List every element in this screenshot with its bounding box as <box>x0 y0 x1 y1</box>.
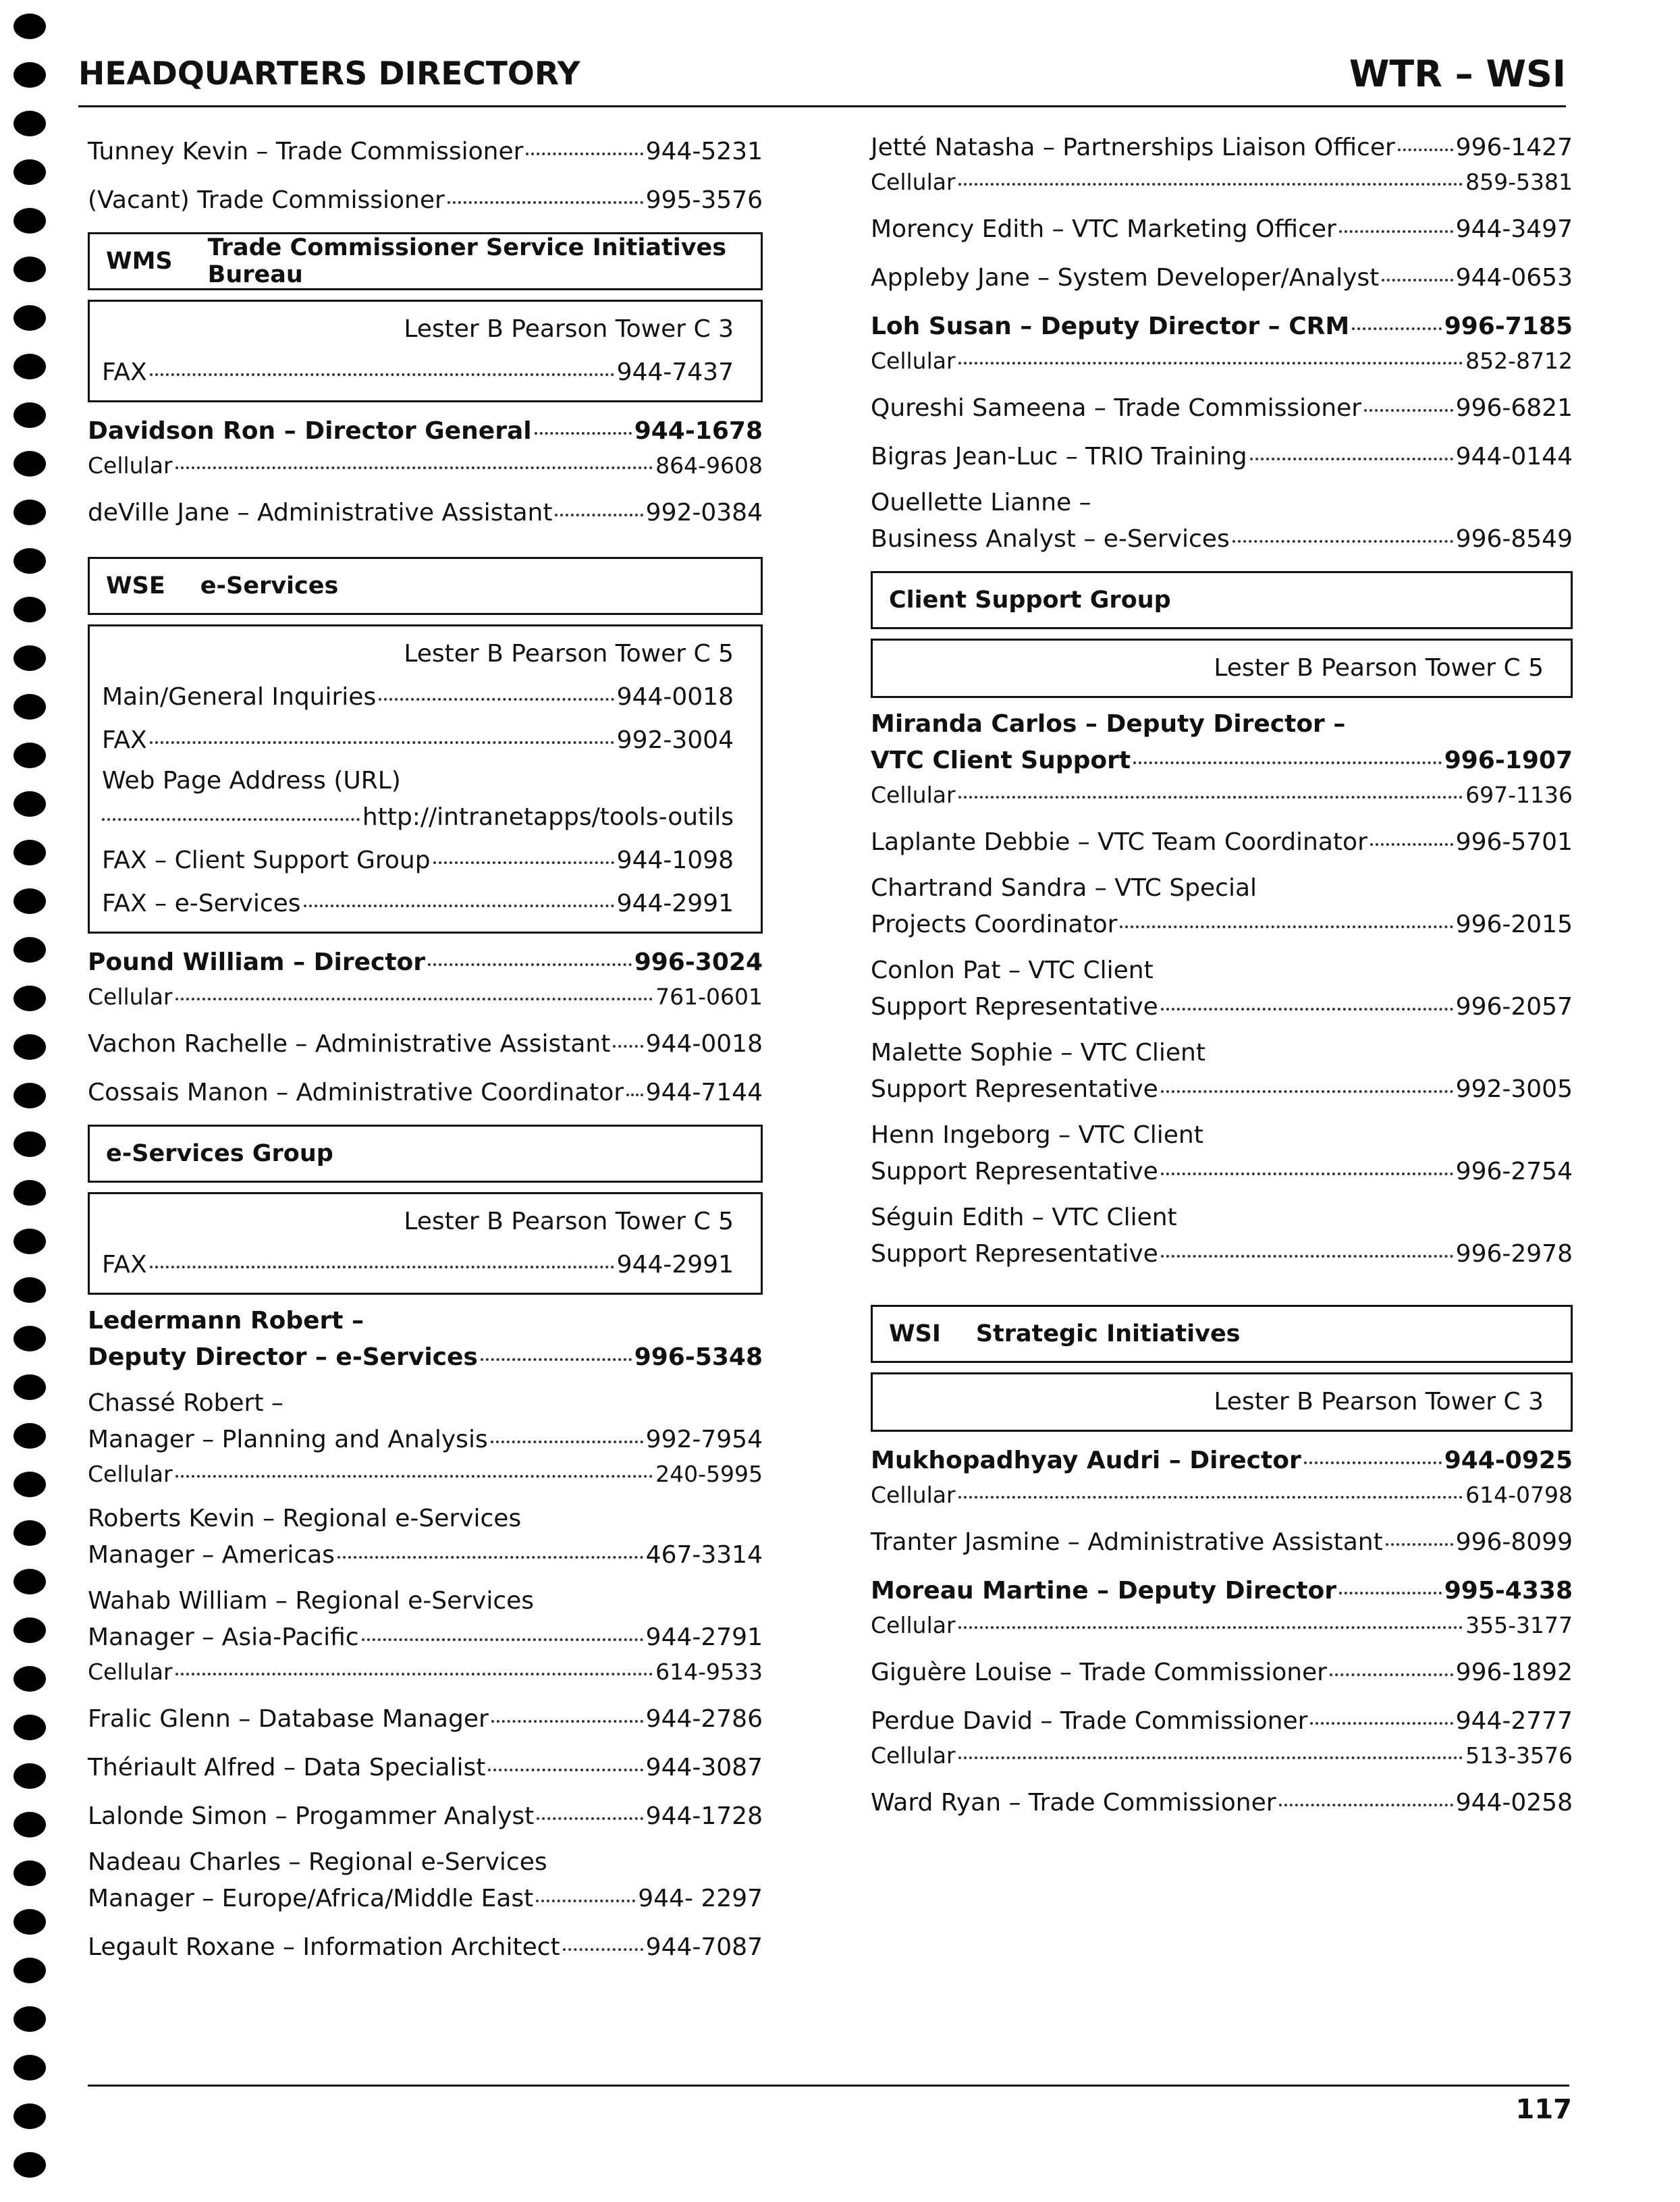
binding-hole <box>13 62 46 88</box>
entry-name: Laplante Debbie – VTC Team Coordinator <box>871 828 1367 856</box>
section-title: Strategic Initiatives <box>975 1320 1241 1347</box>
directory-entry <box>88 1797 763 1833</box>
entry-phone: 944-7087 <box>645 1933 763 1961</box>
location-box-wsi <box>871 1372 1573 1432</box>
directory-entry <box>88 1584 763 1688</box>
section-code: WMS <box>106 248 173 275</box>
entry-name: Ward Ryan – Trade Commissioner <box>871 1789 1276 1817</box>
fax-label: FAX <box>102 726 147 754</box>
entry-title: Support Representative <box>871 1240 1158 1268</box>
entry-phone: 995-4338 <box>1444 1577 1573 1605</box>
location-box-esg <box>88 1192 763 1295</box>
directory-entry <box>88 1846 763 1916</box>
cellular-number: 697-1136 <box>1465 782 1573 808</box>
entry-phone: 992-7954 <box>645 1426 763 1453</box>
binding-hole <box>13 257 46 282</box>
cellular-label: Cellular <box>88 1659 173 1685</box>
entry-phone: 996-3024 <box>634 948 763 976</box>
binding-hole <box>13 1180 46 1206</box>
binding-holes <box>13 14 54 2194</box>
url-link[interactable]: http://intranetapps/tools-outils <box>362 803 734 831</box>
section-heading-wms <box>88 232 763 290</box>
entry-name: Ouellette Lianne – <box>871 489 1091 516</box>
entry-phone: 996-1892 <box>1455 1659 1573 1686</box>
section-title: e-Services Group <box>106 1140 333 1167</box>
directory-entry <box>88 132 763 169</box>
binding-hole <box>13 1131 46 1157</box>
entry-phone: 944-0144 <box>1455 443 1573 471</box>
binding-hole <box>13 305 46 331</box>
directory-entry <box>88 1928 763 1964</box>
binding-hole <box>13 1083 46 1108</box>
fax-label: FAX <box>102 358 147 386</box>
page-header <box>78 51 1566 107</box>
section-title: Trade Commissioner Service Initiatives Bureau <box>207 234 727 288</box>
entry-name: Chassé Robert – <box>88 1389 283 1417</box>
entry-phone: 996-2057 <box>1455 993 1573 1021</box>
binding-hole <box>13 548 46 574</box>
directory-entry <box>88 1387 763 1490</box>
section-code: WSE <box>106 572 165 599</box>
directory-entry <box>871 1201 1573 1271</box>
entry-phone: 944-0258 <box>1455 1789 1573 1817</box>
entry-phone: 944-0018 <box>645 1030 763 1058</box>
entry-name: Henn Ingeborg – VTC Client <box>871 1121 1203 1149</box>
entry-name: Wahab William – Regional e-Services <box>88 1587 535 1615</box>
binding-hole <box>13 1715 46 1740</box>
directory-entry <box>871 437 1573 474</box>
entry-name: Jetté Natasha – Partnerships Liaison Officer <box>871 134 1395 161</box>
entry-title: Manager – Planning and Analysis <box>88 1426 488 1453</box>
entry-phone: 996-5701 <box>1455 828 1573 856</box>
binding-hole <box>13 1763 46 1789</box>
entry-name: Pound William – Director <box>88 948 426 976</box>
binding-hole <box>13 451 46 477</box>
entry-phone: 944-0925 <box>1444 1447 1573 1474</box>
binding-hole <box>13 2103 46 2129</box>
cellular-number: 859-5381 <box>1465 169 1573 195</box>
binding-hole <box>13 159 46 185</box>
left-column <box>88 132 763 1977</box>
entry-phone: 992-3005 <box>1455 1075 1573 1103</box>
binding-hole <box>13 14 46 39</box>
section-code: WSI <box>889 1320 941 1347</box>
entry-phone: 944-2786 <box>645 1705 763 1733</box>
directory-entry <box>88 1502 763 1572</box>
binding-hole <box>13 1034 46 1060</box>
fax-csg-number: 944-1098 <box>616 847 734 874</box>
cellular-label: Cellular <box>88 1461 173 1487</box>
binding-hole <box>13 1423 46 1449</box>
entry-name: Thériault Alfred – Data Specialist <box>88 1754 486 1781</box>
location-box-csg <box>871 639 1573 698</box>
directory-entry <box>871 259 1573 295</box>
directory-entry <box>88 1304 763 1374</box>
cellular-label: Cellular <box>871 1742 956 1769</box>
binding-hole <box>13 2152 46 2178</box>
entry-title: Business Analyst – e-Services <box>871 525 1230 553</box>
cellular-number: 761-0601 <box>655 984 763 1010</box>
section-title: Client Support Group <box>889 587 1171 614</box>
cellular-label: Cellular <box>871 169 956 195</box>
binding-hole <box>13 694 46 720</box>
cellular-label: Cellular <box>871 1482 956 1508</box>
directory-entry <box>88 1748 763 1785</box>
directory-entry <box>88 1025 763 1061</box>
cellular-label: Cellular <box>871 782 956 808</box>
binding-hole <box>13 1472 46 1497</box>
entry-name: Perdue David – Trade Commissioner <box>871 1707 1308 1735</box>
directory-entry <box>871 307 1573 377</box>
entry-name: Davidson Ron – Director General <box>88 417 532 445</box>
location: Lester B Pearson Tower C 5 <box>1214 654 1544 682</box>
cellular-number: 240-5995 <box>655 1461 763 1487</box>
location-box-wms <box>88 300 763 402</box>
directory-entry <box>88 412 763 481</box>
cellular-number: 513-3576 <box>1465 1742 1573 1769</box>
entry-phone: 996-6821 <box>1455 394 1573 422</box>
cellular-label: Cellular <box>871 1612 956 1638</box>
entry-name: Malette Sophie – VTC Client <box>871 1039 1205 1067</box>
entry-phone: 944-1678 <box>634 417 763 445</box>
section-heading-wsi <box>871 1305 1573 1363</box>
entry-phone: 944-3087 <box>645 1754 763 1781</box>
entry-phone: 944- 2297 <box>638 1885 763 1912</box>
binding-hole <box>13 1229 46 1254</box>
binding-hole <box>13 1812 46 1837</box>
directory-entry <box>871 871 1573 942</box>
directory-entry <box>871 954 1573 1024</box>
entry-title: Support Representative <box>871 1158 1158 1185</box>
section-title: e-Services <box>200 572 339 599</box>
directory-entry <box>88 493 763 530</box>
entry-phone: 944-1728 <box>645 1802 763 1830</box>
binding-hole <box>13 1909 46 1935</box>
entry-name: Ledermann Robert – <box>88 1307 364 1335</box>
section-heading-esg <box>88 1125 763 1183</box>
cellular-number: 852-8712 <box>1465 348 1573 374</box>
entry-name: Tranter Jasmine – Administrative Assistant <box>871 1528 1383 1556</box>
binding-hole <box>13 208 46 234</box>
fax-number: 944-7437 <box>616 358 734 386</box>
entry-phone: 996-1907 <box>1444 747 1573 774</box>
directory-entry <box>88 1073 763 1110</box>
directory-entry <box>871 1702 1573 1771</box>
entry-name: Bigras Jean-Luc – TRIO Training <box>871 443 1247 471</box>
entry-name: Nadeau Charles – Regional e-Services <box>88 1848 547 1876</box>
cellular-number: 355-3177 <box>1465 1612 1573 1638</box>
location-box-wse <box>88 624 763 934</box>
entry-name: Lalonde Simon – Progammer Analyst <box>88 1802 535 1830</box>
cellular-number: 614-0798 <box>1465 1482 1573 1508</box>
entry-phone: 944-2777 <box>1455 1707 1573 1735</box>
binding-hole <box>13 888 46 914</box>
fax-label: FAX <box>102 1251 147 1279</box>
entry-phone: 996-5348 <box>634 1343 763 1371</box>
binding-hole <box>13 1277 46 1303</box>
section-heading-csg <box>871 571 1573 629</box>
footer-rule <box>88 2085 1569 2087</box>
entry-name: Fralic Glenn – Database Manager <box>88 1705 489 1733</box>
directory-entry <box>871 1119 1573 1189</box>
binding-hole <box>13 2055 46 2080</box>
main-inquiries-number: 944-0018 <box>616 683 734 711</box>
entry-name: Legault Roxane – Information Architect <box>88 1933 560 1961</box>
binding-hole <box>13 500 46 525</box>
binding-hole <box>13 840 46 865</box>
binding-hole <box>13 791 46 817</box>
entry-phone: 996-2015 <box>1455 911 1573 938</box>
directory-entry <box>871 389 1573 425</box>
entry-phone: 944-2791 <box>645 1623 763 1651</box>
binding-hole <box>13 645 46 671</box>
binding-hole <box>13 597 46 622</box>
entry-phone: 944-0653 <box>1455 264 1573 292</box>
entry-phone: 996-2754 <box>1455 1158 1573 1185</box>
entry-name: Conlon Pat – VTC Client <box>871 957 1154 984</box>
url-label: Web Page Address (URL) <box>102 767 401 795</box>
directory-entry <box>871 210 1573 246</box>
binding-hole <box>13 1666 46 1692</box>
entry-title: Projects Coordinator <box>871 911 1118 938</box>
binding-hole <box>13 1569 46 1594</box>
directory-entry <box>871 1523 1573 1559</box>
fax-number: 944-2991 <box>616 1251 734 1279</box>
entry-phone: 996-7185 <box>1444 313 1573 340</box>
directory-entry <box>871 823 1573 859</box>
binding-hole <box>13 1860 46 1886</box>
cellular-number: 614-9533 <box>655 1659 763 1685</box>
location: Lester B Pearson Tower C 5 <box>404 640 734 668</box>
entry-phone: 944-7144 <box>645 1079 763 1106</box>
fax-number: 992-3004 <box>616 726 734 754</box>
directory-entry <box>871 1653 1573 1690</box>
entry-title: VTC Client Support <box>871 747 1131 774</box>
entry-name: Morency Edith – VTC Marketing Officer <box>871 215 1336 243</box>
entry-name: Cossais Manon – Administrative Coordinator <box>88 1079 624 1106</box>
binding-hole <box>13 1374 46 1400</box>
binding-hole <box>13 354 46 379</box>
entry-phone: 996-2978 <box>1455 1240 1573 1268</box>
binding-hole <box>13 743 46 768</box>
binding-hole <box>13 2006 46 2032</box>
entry-name: Qureshi Sameena – Trade Commissioner <box>871 394 1361 422</box>
directory-entry <box>871 128 1573 198</box>
entry-title: Support Representative <box>871 993 1158 1021</box>
section-heading-wse <box>88 557 763 615</box>
directory-entry <box>871 1783 1573 1820</box>
directory-entry <box>88 181 763 217</box>
cellular-label: Cellular <box>88 984 173 1010</box>
location: Lester B Pearson Tower C 5 <box>404 1208 734 1235</box>
entry-title: Manager – Asia-Pacific <box>88 1623 359 1651</box>
directory-entry <box>871 486 1573 556</box>
directory-entry <box>871 1572 1573 1641</box>
entry-name: Tunney Kevin – Trade Commissioner <box>88 138 524 165</box>
entry-title: Support Representative <box>871 1075 1158 1103</box>
entry-phone: 467-3314 <box>645 1541 763 1569</box>
fax-es-label: FAX – e-Services <box>102 890 301 917</box>
entry-phone: 996-1427 <box>1455 134 1573 161</box>
entry-phone: 995-3576 <box>645 186 763 214</box>
entry-name: Mukhopadhyay Audri – Director <box>871 1447 1301 1474</box>
entry-name: (Vacant) Trade Commissioner <box>88 186 445 214</box>
entry-name: Moreau Martine – Deputy Director <box>871 1577 1337 1605</box>
entry-phone: 996-8549 <box>1455 525 1573 553</box>
section-range: WTR – WSI <box>1349 53 1566 95</box>
entry-name: Miranda Carlos – Deputy Director – <box>871 710 1346 738</box>
binding-hole <box>13 111 46 136</box>
location: Lester B Pearson Tower C 3 <box>1214 1388 1544 1416</box>
entry-phone: 996-8099 <box>1455 1528 1573 1556</box>
right-column <box>871 128 1573 1832</box>
directory-entry <box>88 943 763 1013</box>
directory-entry <box>871 707 1573 811</box>
entry-title: Manager – Europe/Africa/Middle East <box>88 1885 534 1912</box>
binding-hole <box>13 937 46 963</box>
entry-name: Loh Susan – Deputy Director – CRM <box>871 313 1350 340</box>
location: Lester B Pearson Tower C 3 <box>404 315 734 343</box>
entry-phone: 992-0384 <box>645 499 763 527</box>
entry-name: Appleby Jane – System Developer/Analyst <box>871 264 1380 292</box>
page-number: 117 <box>1515 2094 1572 2125</box>
binding-hole <box>13 1617 46 1643</box>
entry-title: Manager – Americas <box>88 1541 335 1569</box>
entry-name: Séguin Edith – VTC Client <box>871 1204 1177 1231</box>
cellular-label: Cellular <box>871 348 956 374</box>
cellular-label: Cellular <box>88 452 173 479</box>
entry-name: deVille Jane – Administrative Assistant <box>88 499 553 527</box>
entry-name: Roberts Kevin – Regional e-Services <box>88 1505 522 1532</box>
binding-hole <box>13 1520 46 1546</box>
directory-entry <box>871 1441 1573 1511</box>
fax-es-number: 944-2991 <box>616 890 734 917</box>
binding-hole <box>13 402 46 428</box>
entry-phone: 944-3497 <box>1455 215 1573 243</box>
binding-hole <box>13 1326 46 1351</box>
page-title: HEADQUARTERS DIRECTORY <box>78 55 580 92</box>
cellular-number: 864-9608 <box>655 452 763 479</box>
fax-csg-label: FAX – Client Support Group <box>102 847 431 874</box>
binding-hole <box>13 1958 46 1983</box>
entry-name: Vachon Rachelle – Administrative Assistant <box>88 1030 611 1058</box>
directory-entry <box>88 1700 763 1736</box>
entry-name: Giguère Louise – Trade Commissioner <box>871 1659 1327 1686</box>
entry-name: Chartrand Sandra – VTC Special <box>871 874 1257 902</box>
entry-title: Deputy Director – e-Services <box>88 1343 478 1371</box>
entry-phone: 944-5231 <box>645 138 763 165</box>
main-inquiries-label: Main/General Inquiries <box>102 683 377 711</box>
binding-hole <box>13 986 46 1011</box>
directory-entry <box>871 1036 1573 1106</box>
